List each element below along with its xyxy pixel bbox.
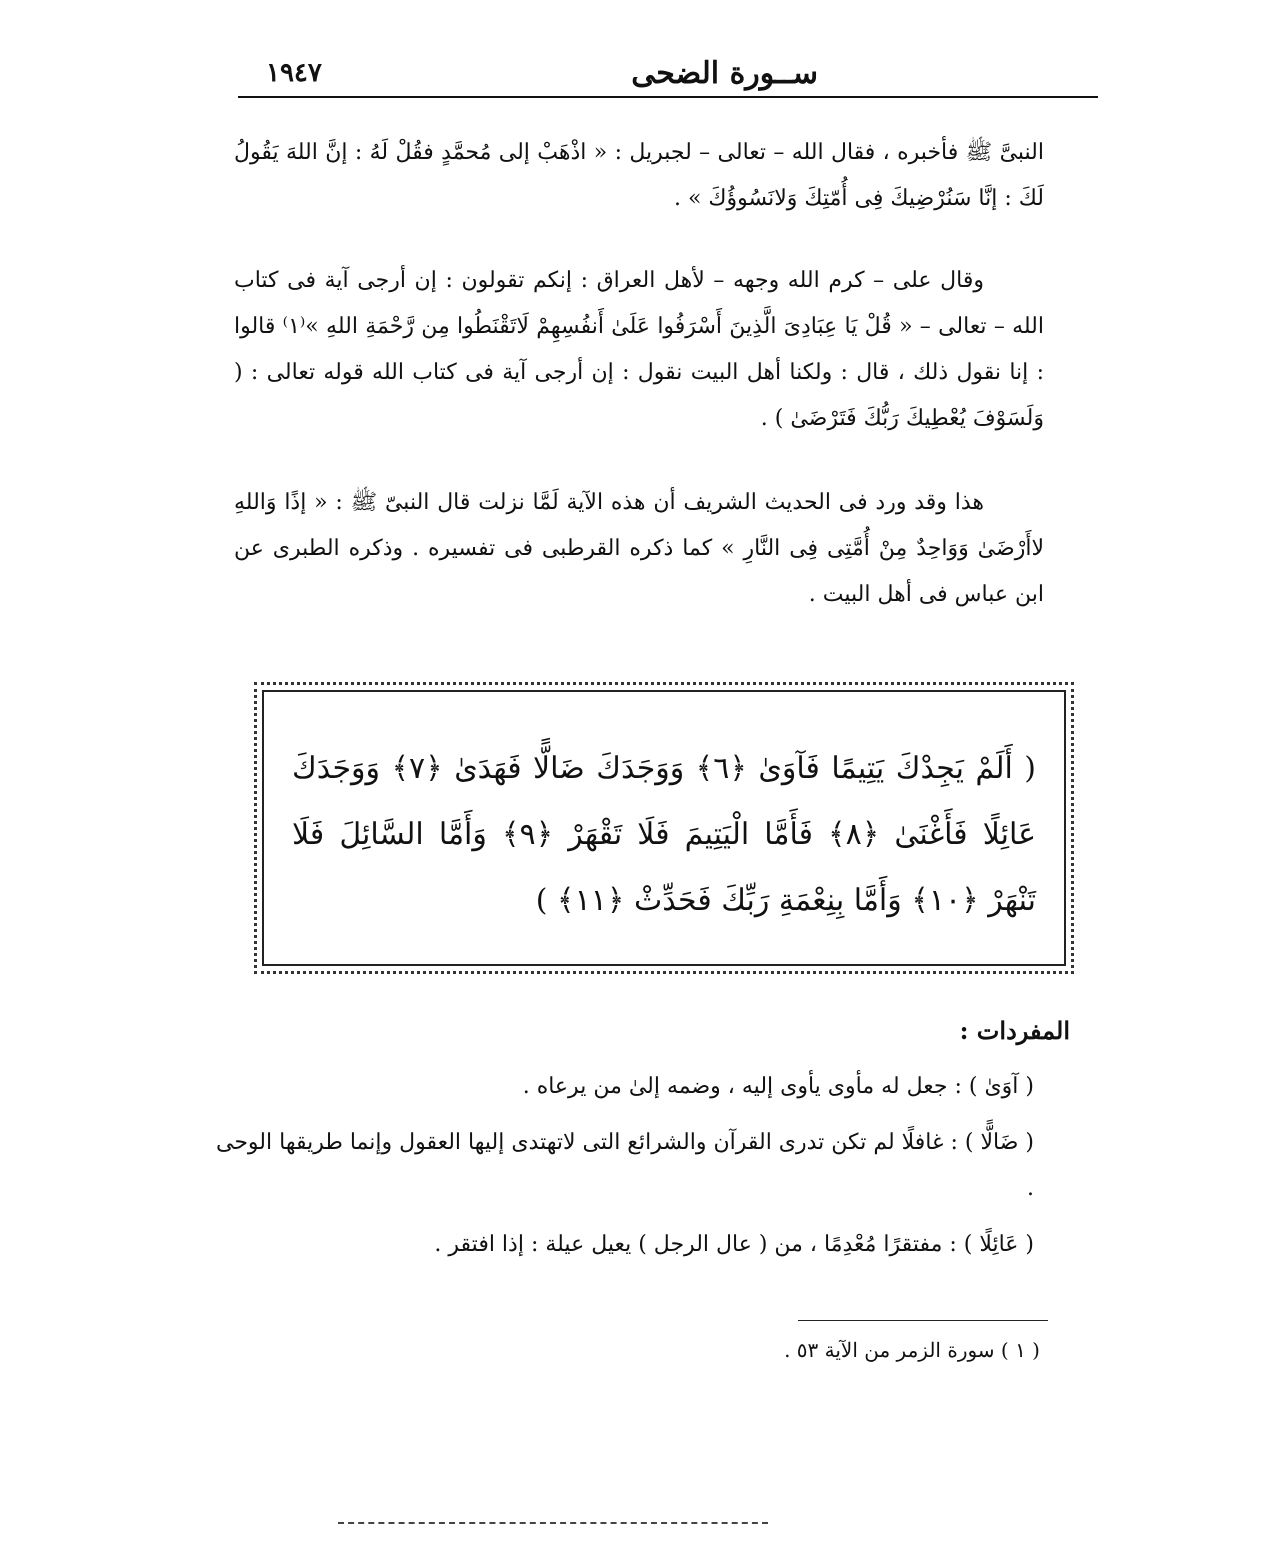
vocabulary-item: ( عَائِلًا ) : مفتقرًا مُعْدِمًا ، من ( عال الرجل ) يعيل عيلة : إذا افتقر . (434, 1232, 1034, 1257)
vocabulary-list (204, 1064, 1034, 1278)
vocabulary-item: ( آوَىٰ ) : جعل له مأوى يأوى إليه ، وضمه إلىٰ من يرعاه . (522, 1074, 1034, 1099)
page-title: ســورة الضحى (631, 56, 818, 91)
quran-verse-box (262, 690, 1066, 966)
vocabulary-item: ( ضَالًّا ) : غافلًا لم تكن تدرى القرآن والشرائع التى لاتهتدى إليها العقول وإنما طريقها الوحى . (216, 1130, 1034, 1201)
page-header (238, 52, 1098, 98)
quran-verse-text: ( أَلَمْ يَجِدْكَ يَتِيمًا فَآوَىٰ ﴿٦﴾ وَوَجَدَكَ ضَالًّا فَهَدَىٰ ﴿٧﴾ وَوَجَدَكَ عَائِلًا فَأَغْنَىٰ ﴿٨﴾ فَأَمَّا الْيَتِيمَ فَلَا تَقْهَرْ ﴿٩﴾ وَأَمَّا السَّائِلَ فَلَا تَنْهَرْ ﴿١٠﴾ وَأَمَّا بِنِعْمَةِ رَبِّكَ فَحَدِّثْ ﴿١١﴾ ) (292, 751, 1036, 918)
page-bottom-divider (338, 1522, 768, 1526)
paragraph-1: النبىَّ ﷺ فأخبره ، فقال الله – تعالى – لجبريل : « اذْهَبْ إلى مُحمَّدٍ فقُلْ لَهُ : إنَّ اللهَ يَقُولُ لَكَ : إنَّا سَنُرْضِيكَ فِى أُمّتِكَ وَلانَسُوؤُكَ » . (234, 140, 1044, 211)
footnote: ( ١ ) سورة الزمر من الآية ٥٣ . (784, 1338, 1040, 1362)
paragraph-3: هذا وقد ورد فى الحديث الشريف أن هذه الآية لَمَّا نزلت قال النبىّ ﷺ : « إذًا وَاللهِ لاأَرْضَىٰ وَوَاحِدٌ مِنْ أُمَّتِى فِى النَّارِ » كما ذكره القرطبى فى تفسيره . وذكره الطبرى عن ابن عباس فى أهل البيت . (234, 490, 1044, 607)
paragraph-2: وقال على – كرم الله وجهه – لأهل العراق : إنكم تقولون : إن أرجى آية فى كتاب الله – تعالى – « قُلْ يَا عِبَادِىَ الَّذِينَ أَسْرَفُوا عَلَىٰ أَنفُسِهِمْ لَاتَقْنَطُوا مِن رَّحْمَةِ اللهِ »⁽١⁾ قالوا : إنا نقول ذلك ، قال : ولكنا أهل البيت نقول : إن أرجى آية فى كتاب الله قوله تعالى : ( وَلَسَوْفَ يُعْطِيكَ رَبُّكَ فَتَرْضَىٰ ) . (234, 268, 1044, 431)
page-number: ١٩٤٧ (266, 58, 322, 88)
footnote-divider (798, 1320, 1048, 1321)
vocabulary-heading: المفردات : (959, 1016, 1070, 1045)
